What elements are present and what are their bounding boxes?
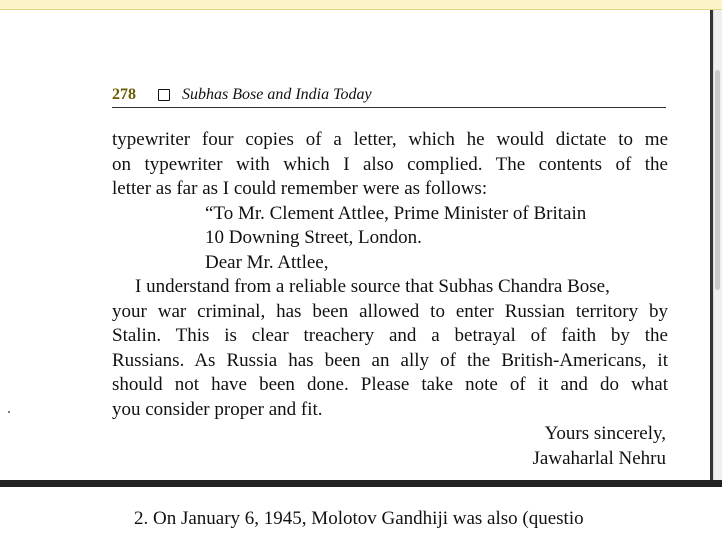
- cut-off-text-line: [134, 508, 674, 529]
- cut-off-text: 2. On January 6, 1945, Molotov Gandhiji was also (questio: [134, 508, 584, 529]
- scrollbar-thumb[interactable]: [715, 70, 720, 290]
- text-line: letter as far as I could remember were as follows:: [112, 178, 488, 199]
- letter-line: Russians. As Russia has been an ally of the British-Americans, it: [112, 349, 668, 371]
- stray-dot: [8, 411, 10, 413]
- viewer-top-bar: [0, 0, 722, 10]
- letter-line: should not have been done. Please take note of it and do what: [112, 374, 668, 395]
- letter-line: I understand from a reliable source that Subhas Chandra Bose,: [135, 276, 610, 297]
- letter-signature: Jawaharlal Nehru: [532, 447, 666, 469]
- letter-line: your war criminal, has been allowed to enter Russian territory by: [112, 300, 668, 322]
- viewer-bottom-bar: [0, 480, 722, 487]
- page-header: [112, 85, 666, 108]
- letter-address-line: 10 Downing Street, London.: [205, 227, 422, 248]
- letter-salutation: Dear Mr. Attlee,: [205, 251, 329, 273]
- vertical-scrollbar[interactable]: [713, 10, 722, 480]
- letter-line: you consider proper and fit.: [112, 398, 323, 420]
- page-number: 278: [112, 86, 136, 103]
- letter-closing: Yours sincerely,: [544, 423, 666, 444]
- text-line: typewriter four copies of a letter, which he would dictate to me: [112, 129, 668, 150]
- letter-address-line: “To Mr. Clement Attlee, Prime Minister of Britain: [205, 202, 587, 224]
- body-text: [112, 128, 668, 471]
- running-title: Subhas Bose and India Today: [182, 86, 372, 103]
- letter-line: Stalin. This is clear treachery and a betrayal of faith by the: [112, 325, 668, 346]
- text-line: on typewriter with which I also complied. The contents of the: [112, 153, 668, 175]
- square-bullet-icon: [158, 89, 170, 101]
